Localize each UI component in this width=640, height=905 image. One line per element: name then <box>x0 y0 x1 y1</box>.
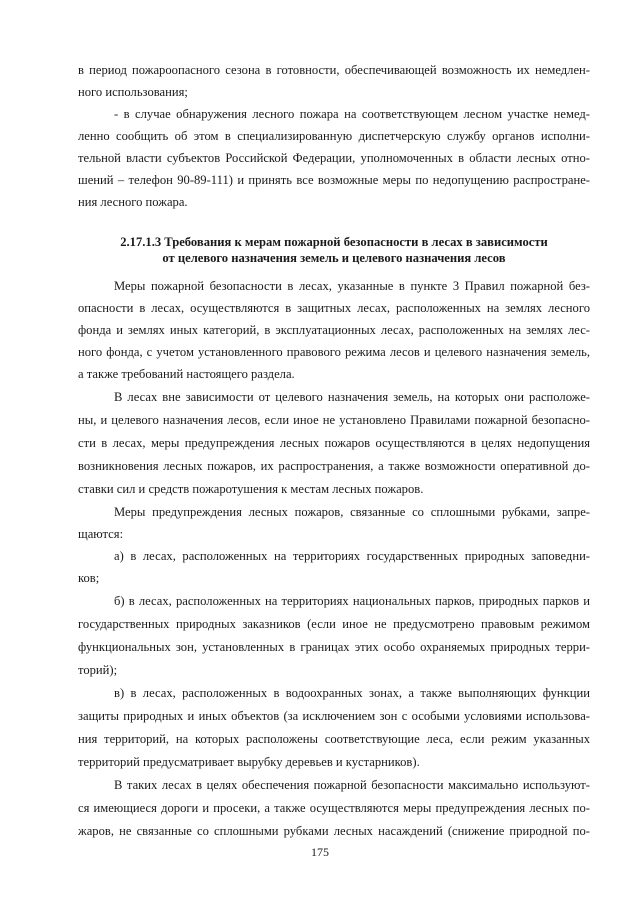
text-line: ного фонда, с учетом установленного правового режима лесов и целевого назначения земель, <box>78 345 590 359</box>
text-line: шений – телефон 90-89-111) и принять все возможные меры по недопущению распростране- <box>78 173 590 187</box>
text-line: В лесах вне зависимости от целевого назначения земель, на которых они расположе- <box>114 390 590 404</box>
text-line: возникновения лесных пожаров, их распространения, а также возможности оперативной до- <box>78 459 590 473</box>
text-line: жаров, не связанные со сплошными рубками лесных насаждений (снижение природной по- <box>78 824 590 838</box>
text-line: в период пожароопасного сезона в готовности, обеспечивающей возможность их немедлен- <box>78 63 590 77</box>
text-line: ся имеющиеся дороги и просеки, а также осуществляются меры предупреждения лесных по- <box>78 801 590 815</box>
section-heading-line: 2.17.1.3 Требования к мерам пожарной безопасности в лесах в зависимости <box>120 235 548 249</box>
text-line: - в случае обнаружения лесного пожара на соответствующем лесном участке немед- <box>114 107 590 121</box>
section-heading-line: от целевого назначения земель и целевого назначения лесов <box>162 251 506 265</box>
text-line: ленно сообщить об этом в специализированную диспетчерскую службу органов исполни- <box>78 129 590 143</box>
text-line: В таких лесах в целях обеспечения пожарной безопасности максимально используют- <box>114 778 590 792</box>
text-line: Меры предупреждения лесных пожаров, связанные со сплошными рубками, запре- <box>114 505 590 519</box>
list-item-line: б) в лесах, расположенных на территориях национальных парков, природных парков и <box>114 594 590 608</box>
text-line: фонда и землях иных категорий, в эксплуатационных лесах, расположенных на землях лес- <box>78 323 590 337</box>
text-line: тельной власти субъектов Российской Федерации, уполномоченных в области лесных отно- <box>78 151 590 165</box>
page-number: 175 <box>311 845 329 859</box>
list-item-line: защиты природных и иных объектов (за исключением зон с особыми условиями использова- <box>78 709 590 723</box>
list-item-line: ния территорий, на которых расположены соответствующие леса, если режим указанных <box>78 732 590 746</box>
list-item-line: в) в лесах, расположенных в водоохранных зонах, а также выполняющих функции <box>114 686 590 700</box>
text-line: щаются: <box>78 527 124 541</box>
text-line: ны, и целевого назначения лесов, если иное не установлено Правилами пожарной безопасно- <box>78 413 590 427</box>
text-line: а также требований настоящего раздела. <box>78 367 295 381</box>
text-line: Меры пожарной безопасности в лесах, указанные в пункте 3 Правил пожарной без- <box>114 279 590 293</box>
list-item-line: ков; <box>78 571 100 585</box>
list-item-line: территорий предусматривает вырубку деревьев и кустарников). <box>78 755 420 769</box>
text-line: ставки сил и средств пожаротушения к местам лесных пожаров. <box>78 482 424 496</box>
text-line: опасности в лесах, осуществляются в защитных лесах, расположенных на землях лесного <box>78 301 590 315</box>
text-line: сти в лесах, меры предупреждения лесных пожаров осуществляются в целях недопущения <box>78 436 590 450</box>
list-item-line: а) в лесах, расположенных на территориях государственных природных заповедни- <box>114 549 590 563</box>
list-item-line: функциональных зон, установленных в границах этих особо охраняемых природных терри- <box>78 640 590 654</box>
list-item-line: государственных природных заказников (если иное не предусмотрено правовым режимом <box>78 617 590 631</box>
text-line: ного использования; <box>78 85 188 99</box>
list-item-line: торий); <box>78 663 118 677</box>
text-line: ния лесного пожара. <box>78 195 188 209</box>
